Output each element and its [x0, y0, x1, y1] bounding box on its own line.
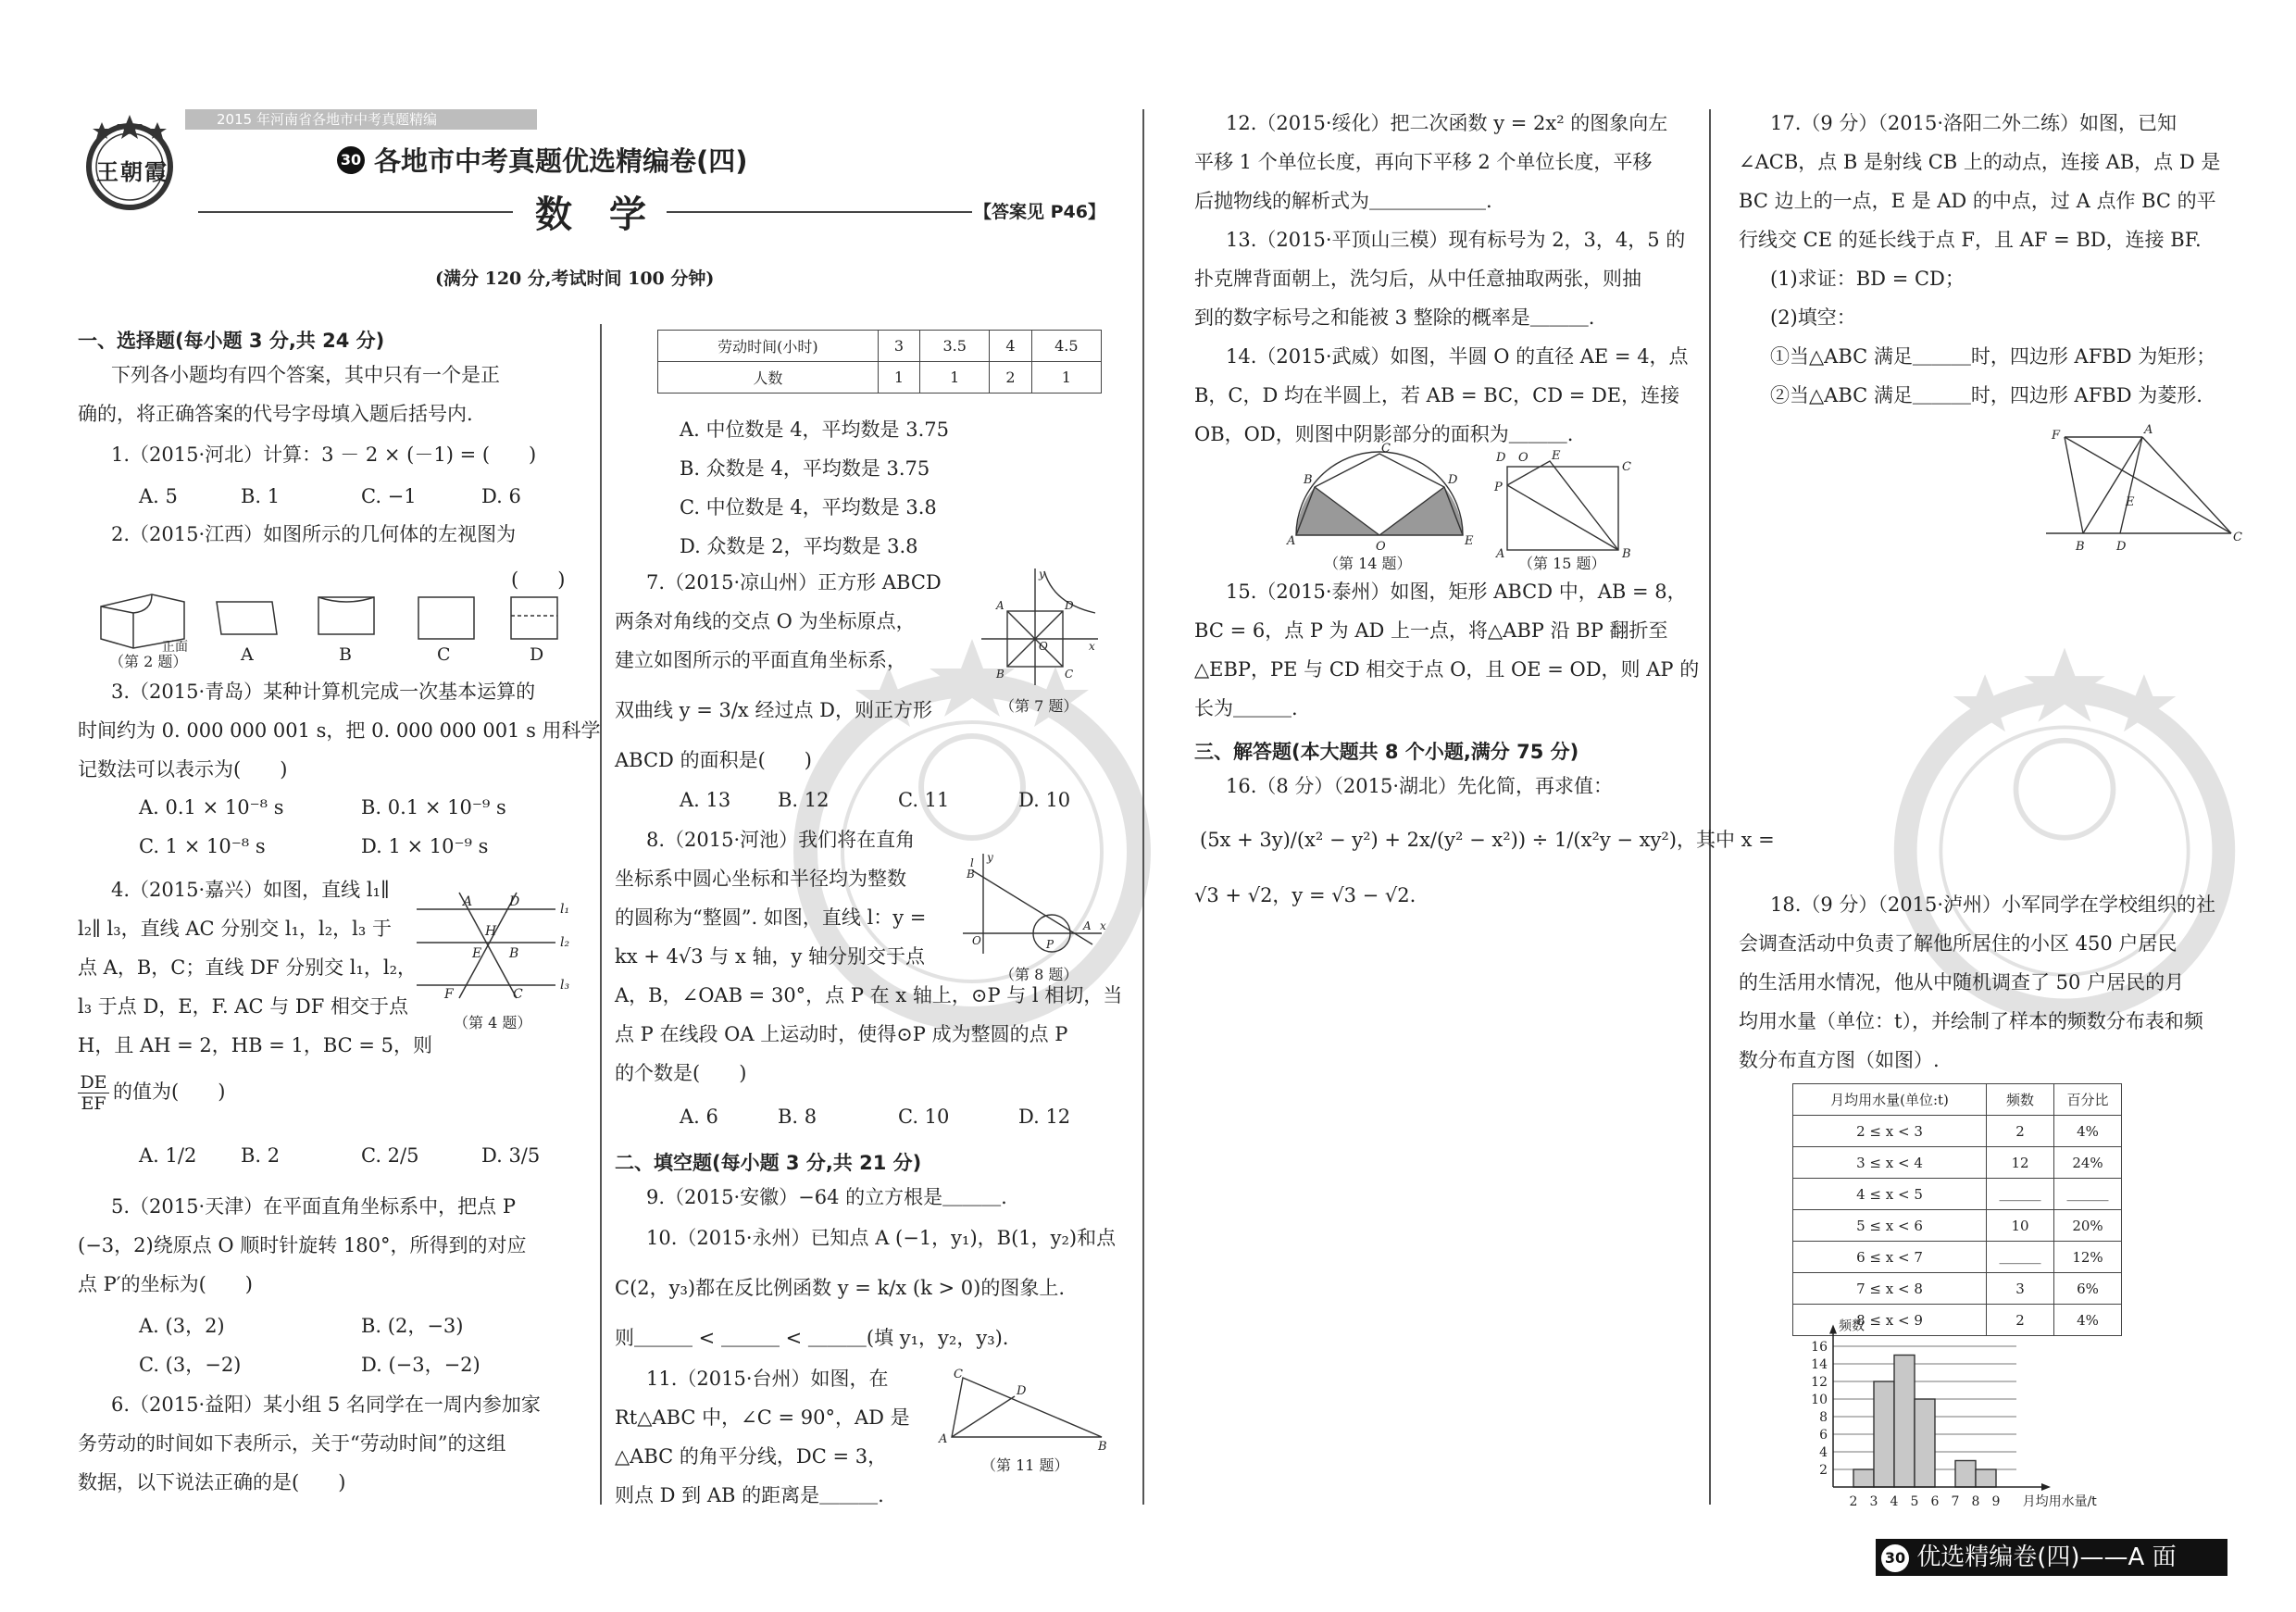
table-row — [1793, 1147, 2122, 1179]
x-tick-label: 7 — [1951, 1494, 1960, 1509]
svg-text:B: B — [1622, 547, 1631, 561]
q2-front-label: 正面 — [162, 640, 188, 655]
q6-option-d: D. 众数是 2，平均数是 3.8 — [680, 535, 918, 557]
q3-option-b: B. 0.1 × 10⁻⁹ s — [361, 796, 506, 818]
q3-option-a: A. 0.1 × 10⁻⁸ s — [139, 796, 284, 818]
question-7: 7.（2015·凉山州）正方形 ABCD — [646, 571, 942, 594]
svg-text:y: y — [987, 851, 993, 864]
title-rule-left — [198, 211, 513, 213]
histogram-bar — [1915, 1399, 1935, 1487]
svg-text:F: F — [2052, 429, 2061, 443]
histogram-bar — [1955, 1461, 1976, 1488]
question-7-line-4: 双曲线 y = 3/x 经过点 D，则正方形 — [615, 699, 932, 721]
svg-text:C: C — [1381, 442, 1391, 456]
svg-text:P: P — [1494, 481, 1503, 494]
brand-logo — [74, 109, 185, 211]
svg-text:x: x — [1100, 919, 1106, 932]
q2-label-d: D — [530, 644, 544, 665]
y-tick-label: 6 — [1819, 1428, 1828, 1443]
x-tick-label: 9 — [1991, 1494, 2001, 1509]
q4-caption: （第 4 题） — [454, 1014, 532, 1031]
question-14-line-3: OB，OD，则图中阴影部分的面积为＿＿＿. — [1194, 423, 1574, 445]
question-3: 3.（2015·青岛）某种计算机完成一次基本运算的 — [111, 681, 536, 703]
question-11: 11.（2015·台州）如图，在 — [646, 1368, 889, 1390]
svg-text:E: E — [1552, 449, 1561, 463]
q6-option-b: B. 众数是 4，平均数是 3.75 — [680, 457, 930, 480]
table-cell: 劳动时间(小时) — [658, 331, 879, 362]
q2-label-c: C — [437, 644, 451, 665]
svg-text:D: D — [1017, 1384, 1027, 1398]
table-cell: 2 — [1987, 1305, 2054, 1336]
svg-text:F: F — [444, 987, 454, 1002]
question-4-line-5: H，且 AH = 2，HB = 1，BC = 5，则 — [78, 1034, 433, 1056]
question-15: 15.（2015·泰州）如图，矩形 ABCD 中，AB = 8， — [1226, 581, 1687, 603]
question-18: 18.（9 分）（2015·泸州）小军同学在学校组织的社 — [1770, 893, 2216, 916]
q8-option-d: D. 12 — [1018, 1106, 1071, 1128]
histogram-bar — [1976, 1469, 1996, 1487]
table-cell: 4.5 — [1031, 331, 1101, 362]
svg-text:B: B — [996, 668, 1004, 681]
table-row — [1793, 1179, 2122, 1210]
svg-text:C: C — [954, 1368, 963, 1381]
question-11-line-3: △ABC 的角平分线，DC = 3， — [615, 1445, 888, 1468]
svg-text:O: O — [1518, 451, 1529, 465]
table-cell: 3.5 — [920, 331, 990, 362]
table-row — [1793, 1210, 2122, 1242]
question-13-line-2: 扑克牌背面朝上，洗匀后，从中任意抽取两张，则抽 — [1194, 268, 1641, 290]
question-6: 6.（2015·益阳）某小组 5 名同学在一周内参加家 — [111, 1393, 541, 1416]
q5-option-d: D. (−3，−2) — [361, 1354, 480, 1376]
table-cell: 5 ≤ x < 6 — [1793, 1210, 1987, 1242]
q15-rectangle-diagram — [1494, 448, 1633, 559]
q14-figure — [1287, 442, 1474, 557]
q4-option-d: D. 3/5 — [481, 1144, 541, 1167]
title-rule-right — [667, 211, 972, 213]
column-divider-3 — [1709, 109, 1711, 1505]
series-text: 2015 年河南省各地市中考真题精编 — [217, 111, 437, 128]
y-tick-label: 4 — [1819, 1445, 1828, 1460]
q17-quadrilateral-diagram — [2046, 417, 2240, 556]
svg-text:A: A — [1287, 534, 1296, 548]
histogram-bar — [1894, 1356, 1915, 1488]
question-6-line-2: 务劳动的时间如下表所示，关于“劳动时间”的这组 — [78, 1432, 506, 1455]
q1-option-c: C. −1 — [361, 485, 417, 507]
question-14: 14.（2015·武威）如图，半圆 O 的直径 AE = 4，点 — [1226, 345, 1689, 368]
y-tick-label: 14 — [1811, 1357, 1828, 1372]
q17-figure — [2046, 417, 2240, 559]
footer-label: 优选精编卷(四)——A 面 — [1916, 1543, 2177, 1571]
svg-text:P: P — [1046, 938, 1054, 951]
table-cell: 20% — [2054, 1210, 2122, 1242]
question-12: 12.（2015·绥化）把二次函数 y = 2x² 的图象向左 — [1226, 112, 1668, 134]
q8-figure — [963, 852, 1111, 967]
table-header-row — [1793, 1084, 2122, 1116]
svg-text:l₃: l₃ — [560, 978, 570, 993]
histogram-chart — [1796, 1302, 2166, 1515]
question-18-line-3: 的生活用水情况，他从中随机调查了 50 户居民的月 — [1739, 971, 2185, 993]
q8-option-c: C. 10 — [898, 1106, 950, 1128]
svg-text:D: D — [1496, 451, 1506, 465]
table-cell: ＿＿＿ — [1987, 1242, 2054, 1273]
table-cell: 3 ≤ x < 4 — [1793, 1147, 1987, 1179]
section-2-heading: 二、填空题(每小题 3 分,共 21 分) — [615, 1152, 922, 1174]
table-cell: 6% — [2054, 1273, 2122, 1305]
svg-text:D: D — [1448, 473, 1458, 487]
q8-caption: （第 8 题） — [1000, 966, 1079, 983]
q4-option-a: A. 1/2 — [139, 1144, 197, 1167]
q8-circle-line-diagram — [963, 852, 1111, 963]
column-divider-1 — [600, 324, 602, 1505]
x-tick-label: 6 — [1930, 1494, 1940, 1509]
table-cell: 2 — [1987, 1116, 2054, 1147]
q11-triangle-diagram — [935, 1368, 1111, 1452]
q5-option-a: A. (3，2) — [139, 1315, 225, 1337]
question-15-line-2: BC = 6，点 P 为 AD 上一点，将△ABP 沿 BP 翻折至 — [1194, 619, 1668, 642]
table-cell: 10 — [1987, 1210, 2054, 1242]
q2-label-b: B — [339, 644, 352, 665]
y-tick-label: 16 — [1811, 1340, 1828, 1355]
table-cell: 7 ≤ x < 8 — [1793, 1273, 1987, 1305]
svg-text:C: C — [1622, 460, 1631, 474]
question-17-part-2-1: ①当△ABC 满足＿＿＿时，四边形 AFBD 为矩形； — [1770, 345, 2216, 368]
svg-text:y: y — [1039, 568, 1045, 581]
table-cell: 1 — [878, 362, 919, 394]
question-8-line-6: 点 P 在线段 OA 上运动时，使得⊙P 成为整圆的点 P — [615, 1023, 1068, 1045]
question-2: 2.（2015·江西）如图所示的几何体的左视图为 — [111, 523, 517, 545]
q7-option-c: C. 11 — [898, 789, 950, 811]
q4-figure — [417, 889, 583, 1004]
x-tick-label: 2 — [1849, 1494, 1858, 1509]
question-14-line-2: B，C，D 均在半圆上，若 AB = BC，CD = DE，连接 — [1194, 384, 1680, 406]
histogram-bar — [1853, 1469, 1874, 1487]
svg-text:O: O — [972, 934, 981, 947]
q11-figure — [935, 1368, 1111, 1456]
svg-text:B: B — [2076, 540, 2085, 554]
table-cell: 3 — [878, 331, 919, 362]
q11-caption: （第 11 题） — [981, 1456, 1069, 1474]
svg-text:E: E — [1465, 534, 1474, 548]
q8-option-a: A. 6 — [680, 1106, 718, 1128]
table-row — [1793, 1273, 2122, 1305]
question-4: 4.（2015·嘉兴）如图，直线 l₁∥ — [111, 879, 390, 901]
question-15-line-4: 长为＿＿＿. — [1194, 697, 1298, 719]
svg-text:B: B — [509, 946, 519, 961]
question-3-line-3: 记数法可以表示为( ) — [78, 758, 288, 781]
q6-data-table — [657, 330, 1102, 394]
q7-figure — [980, 567, 1100, 691]
y-tick-label: 12 — [1811, 1375, 1828, 1390]
q7-square-diagram — [980, 567, 1100, 687]
svg-text:l₁: l₁ — [560, 902, 570, 917]
y-tick-label: 10 — [1811, 1393, 1828, 1407]
section-3-heading: 三、解答题(本大题共 8 个小题,满分 75 分) — [1194, 741, 1579, 763]
svg-text:l₂: l₂ — [560, 935, 570, 950]
question-18-line-5: 数分布直方图（如图）. — [1739, 1049, 1940, 1071]
svg-text:A: A — [996, 599, 1004, 612]
table-cell: ＿＿＿ — [2054, 1179, 2122, 1210]
x-tick-label: 8 — [1971, 1494, 1980, 1509]
table-cell: 2 — [990, 362, 1031, 394]
question-15-line-3: △EBP，PE 与 CD 相交于点 O，且 OE = OD，则 AP 的 — [1194, 658, 1700, 681]
table-header-cell: 百分比 — [2054, 1084, 2122, 1116]
q3-option-c: C. 1 × 10⁻⁸ s — [139, 835, 266, 857]
question-6-line-3: 数据，以下说法正确的是( ) — [78, 1471, 346, 1493]
question-7-line-2: 两条对角线的交点 O 为坐标原点， — [615, 610, 916, 632]
table-row — [658, 331, 1102, 362]
question-4-line-6: 的值为( ) — [113, 1081, 226, 1103]
svg-text:B: B — [1098, 1440, 1107, 1454]
question-8-line-2: 坐标系中圆心坐标和半径均为整数 — [615, 868, 906, 890]
x-tick-label: 3 — [1869, 1494, 1878, 1509]
footer-banner — [1876, 1539, 2227, 1576]
y-tick-label: 2 — [1819, 1463, 1828, 1478]
title-number-badge: 30 — [337, 146, 365, 174]
question-16-line-3: √3 + √2，y = √3 − √2. — [1194, 884, 1416, 906]
svg-text:H: H — [485, 924, 497, 939]
svg-text:A: A — [1083, 919, 1092, 932]
q5-option-c: C. (3，−2) — [139, 1354, 242, 1376]
svg-text:A: A — [2144, 423, 2153, 437]
question-11-line-2: Rt△ABC 中，∠C = 90°，AD 是 — [615, 1406, 910, 1429]
svg-text:x: x — [1089, 640, 1095, 653]
q6-option-a: A. 中位数是 4，平均数是 3.75 — [680, 419, 949, 441]
table-cell: 2 ≤ x < 3 — [1793, 1116, 1987, 1147]
table-cell: 3 — [1987, 1273, 2054, 1305]
q4-fraction-numerator: DE — [78, 1072, 109, 1093]
question-9: 9.（2015·安徽）−64 的立方根是＿＿＿. — [646, 1186, 1007, 1208]
question-3-line-2: 时间约为 0. 000 000 001 s，把 0. 000 000 001 s 用科学 — [78, 719, 601, 742]
q4-parallel-lines-diagram — [417, 889, 583, 1000]
question-12-line-2: 平移 1 个单位长度，再向下平移 2 个单位长度，平移 — [1194, 151, 1653, 173]
q4-fraction — [78, 1072, 109, 1114]
section-1-heading: 一、选择题(每小题 3 分,共 24 分) — [78, 330, 385, 352]
q14-semicircle-diagram — [1287, 442, 1474, 554]
table-cell: 4 ≤ x < 5 — [1793, 1179, 1987, 1210]
svg-text:A: A — [1496, 547, 1505, 561]
svg-text:l: l — [970, 856, 974, 869]
q7-option-d: D. 10 — [1018, 789, 1071, 811]
question-5: 5.（2015·天津）在平面直角坐标系中，把点 P — [111, 1195, 516, 1218]
table-cell: 12% — [2054, 1242, 2122, 1273]
q4-option-c: C. 2/5 — [361, 1144, 419, 1167]
question-17-part-2-2: ②当△ABC 满足＿＿＿时，四边形 AFBD 为菱形. — [1770, 384, 2202, 406]
q7-option-a: A. 13 — [680, 789, 731, 811]
svg-text:D: D — [1065, 599, 1074, 612]
question-13: 13.（2015·平顶山三模）现有标号为 2，3，4，5 的 — [1226, 229, 1686, 251]
q18-frequency-table — [1792, 1083, 2122, 1336]
question-12-line-3: 后抛物线的解析式为＿＿＿＿＿＿. — [1194, 190, 1492, 212]
x-axis-arrow-icon — [2041, 1483, 2051, 1491]
q4-fraction-denominator: EF — [81, 1093, 106, 1114]
section-1-intro: 下列各小题均有四个答案，其中只有一个是正 — [111, 364, 500, 386]
question-17-line-3: BC 边上的一点，E 是 AD 的中点，过 A 点作 BC 的平 — [1739, 190, 2216, 212]
q1-option-d: D. 6 — [481, 485, 521, 507]
q2-label-a: A — [241, 644, 254, 665]
question-4-line-3: 点 A，B，C；直线 DF 分别交 l₁，l₂， — [78, 956, 418, 979]
svg-text:C: C — [1065, 668, 1074, 681]
question-8: 8.（2015·河池）我们将在直角 — [646, 829, 916, 851]
svg-text:D: D — [2116, 540, 2127, 554]
q6-option-c: C. 中位数是 4，平均数是 3.8 — [680, 496, 937, 519]
y-tick-label: 8 — [1819, 1410, 1828, 1425]
question-17-line-2: ∠ACB，点 B 是射线 CB 上的动点，连接 AB，点 D 是 — [1739, 151, 2221, 173]
q14-caption: （第 14 题） — [1324, 555, 1412, 572]
answer-reference: 【答案见 P46】 — [974, 202, 1105, 222]
q2-answer-bracket: ( ) — [511, 569, 566, 591]
svg-text:C: C — [513, 987, 523, 1002]
svg-text:O: O — [1376, 540, 1386, 554]
table-header-cell: 频数 — [1987, 1084, 2054, 1116]
q15-figure — [1494, 448, 1633, 563]
question-4-line-4: l₃ 于点 D，E，F. AC 与 DF 相交于点 — [78, 995, 408, 1018]
svg-text:O: O — [1039, 640, 1048, 653]
table-cell: 4% — [2054, 1305, 2122, 1336]
question-18-line-4: 均用水量（单位：t），并绘制了样本的频数分布表和频 — [1739, 1010, 2203, 1032]
svg-text:B: B — [967, 868, 975, 881]
question-11-line-4: 则点 D 到 AB 的距离是＿＿＿. — [615, 1484, 884, 1506]
question-1: 1.（2015·河北）计算：3 － 2 × (－1) = ( ) — [111, 444, 537, 466]
question-5-line-2: (−3，2)绕原点 O 顺时针旋转 180°，所得到的对应 — [78, 1234, 527, 1256]
question-8-line-4: kx + 4√3 与 x 轴，y 轴分别交于点 — [615, 945, 926, 968]
table-cell: 人数 — [658, 362, 879, 394]
question-7-line-5: ABCD 的面积是( ) — [615, 749, 812, 771]
svg-text:E: E — [2126, 495, 2135, 509]
table-cell: 4% — [2054, 1116, 2122, 1147]
table-cell: 8 ≤ x < 9 — [1793, 1305, 1987, 1336]
question-17: 17.（9 分）（2015·洛阳二外二练）如图，已知 — [1770, 112, 2177, 134]
table-cell: 1 — [1031, 362, 1101, 394]
x-tick-label: 4 — [1890, 1494, 1899, 1509]
question-17-line-4: 行线交 CE 的延长线于点 F，且 AF = BD，连接 BF. — [1739, 229, 2202, 251]
exam-info: (满分 120 分,考试时间 100 分钟) — [435, 269, 715, 289]
brand-name: 王朝霞 — [96, 158, 168, 185]
svg-text:A: A — [939, 1432, 948, 1446]
q3-option-d: D. 1 × 10⁻⁹ s — [361, 835, 489, 857]
q1-option-a: A. 5 — [139, 485, 178, 507]
question-4-line-2: l₂∥ l₃，直线 AC 分别交 l₁，l₂，l₃ 于 — [78, 918, 392, 940]
q18-histogram — [1796, 1302, 2166, 1518]
question-10: 10.（2015·永州）已知点 A (−1，y₁)，B(1，y₂)和点 — [646, 1227, 1117, 1249]
question-8-line-3: 的圆称为“整圆”. 如图，直线 l：y = — [615, 906, 927, 929]
question-13-line-3: 到的数字标号之和能被 3 整除的概率是＿＿＿. — [1194, 306, 1595, 329]
table-row — [658, 362, 1102, 394]
q7-caption: （第 7 题） — [1000, 697, 1079, 715]
x-axis-label: 月均用水量/t — [2022, 1494, 2097, 1509]
q2-caption: （第 2 题） — [109, 653, 188, 670]
question-17-part-2: (2)填空： — [1770, 306, 1856, 329]
question-16: 16.（8 分）（2015·湖北）先化简，再求值： — [1226, 775, 1614, 797]
y-axis-arrow-icon — [1829, 1325, 1837, 1334]
svg-text:A: A — [463, 894, 473, 909]
paper-title: 各地市中考真题优选精编卷(四) — [374, 145, 748, 177]
section-1-intro-2: 确的，将正确答案的代号字母填入题后括号内. — [78, 403, 473, 425]
svg-text:D: D — [509, 894, 520, 909]
column-divider-2 — [1142, 109, 1144, 1505]
x-tick-label: 5 — [1910, 1494, 1919, 1509]
q1-option-b: B. 1 — [241, 485, 281, 507]
svg-text:C: C — [2233, 531, 2242, 544]
q4-option-b: B. 2 — [241, 1144, 281, 1167]
footer-number-badge: 30 — [1881, 1544, 1909, 1572]
table-row — [1793, 1116, 2122, 1147]
question-10-line-2: C(2，y₃)都在反比例函数 y = k/x (k > 0)的图象上. — [615, 1277, 1065, 1299]
table-cell: 24% — [2054, 1147, 2122, 1179]
svg-text:B: B — [1304, 473, 1313, 487]
table-cell: ＿＿＿ — [1987, 1179, 2054, 1210]
svg-text:E: E — [472, 946, 482, 961]
question-8-line-5: A，B，∠OAB = 30°，点 P 在 x 轴上，⊙P 与 l 相切，当 — [615, 984, 1123, 1006]
question-7-line-3: 建立如图所示的平面直角坐标系， — [615, 649, 906, 671]
histogram-bar — [1874, 1381, 1894, 1487]
table-row — [1793, 1242, 2122, 1273]
table-cell: 6 ≤ x < 7 — [1793, 1242, 1987, 1273]
question-10-line-3: 则＿＿＿ < ＿＿＿ < ＿＿＿(填 y₁，y₂，y₃). — [615, 1327, 1009, 1349]
table-cell: 12 — [1987, 1147, 2054, 1179]
subject-title: 数 学 — [535, 194, 646, 236]
question-17-part-1: (1)求证：BD = CD； — [1770, 268, 1965, 290]
table-header-cell: 月均用水量(单位:t) — [1793, 1084, 1987, 1116]
q5-option-b: B. (2，−3) — [361, 1315, 464, 1337]
table-cell: 4 — [990, 331, 1031, 362]
question-18-line-2: 会调查活动中负责了解他所居住的小区 450 户居民 — [1739, 932, 2177, 955]
question-16-line-2: (5x + 3y)/(x² − y²) + 2x/(y² − x²)) ÷ 1/(x²y − xy²)，其中 x = — [1200, 829, 1775, 851]
series-banner — [185, 109, 537, 130]
y-axis-label: 频数 — [1839, 1318, 1865, 1334]
q7-option-b: B. 12 — [778, 789, 830, 811]
question-8-line-7: 的个数是( ) — [615, 1062, 747, 1084]
table-cell: 1 — [920, 362, 990, 394]
q8-option-b: B. 8 — [778, 1106, 817, 1128]
q15-caption: （第 15 题） — [1518, 555, 1606, 572]
question-5-line-3: 点 P′的坐标为( ) — [78, 1273, 253, 1295]
